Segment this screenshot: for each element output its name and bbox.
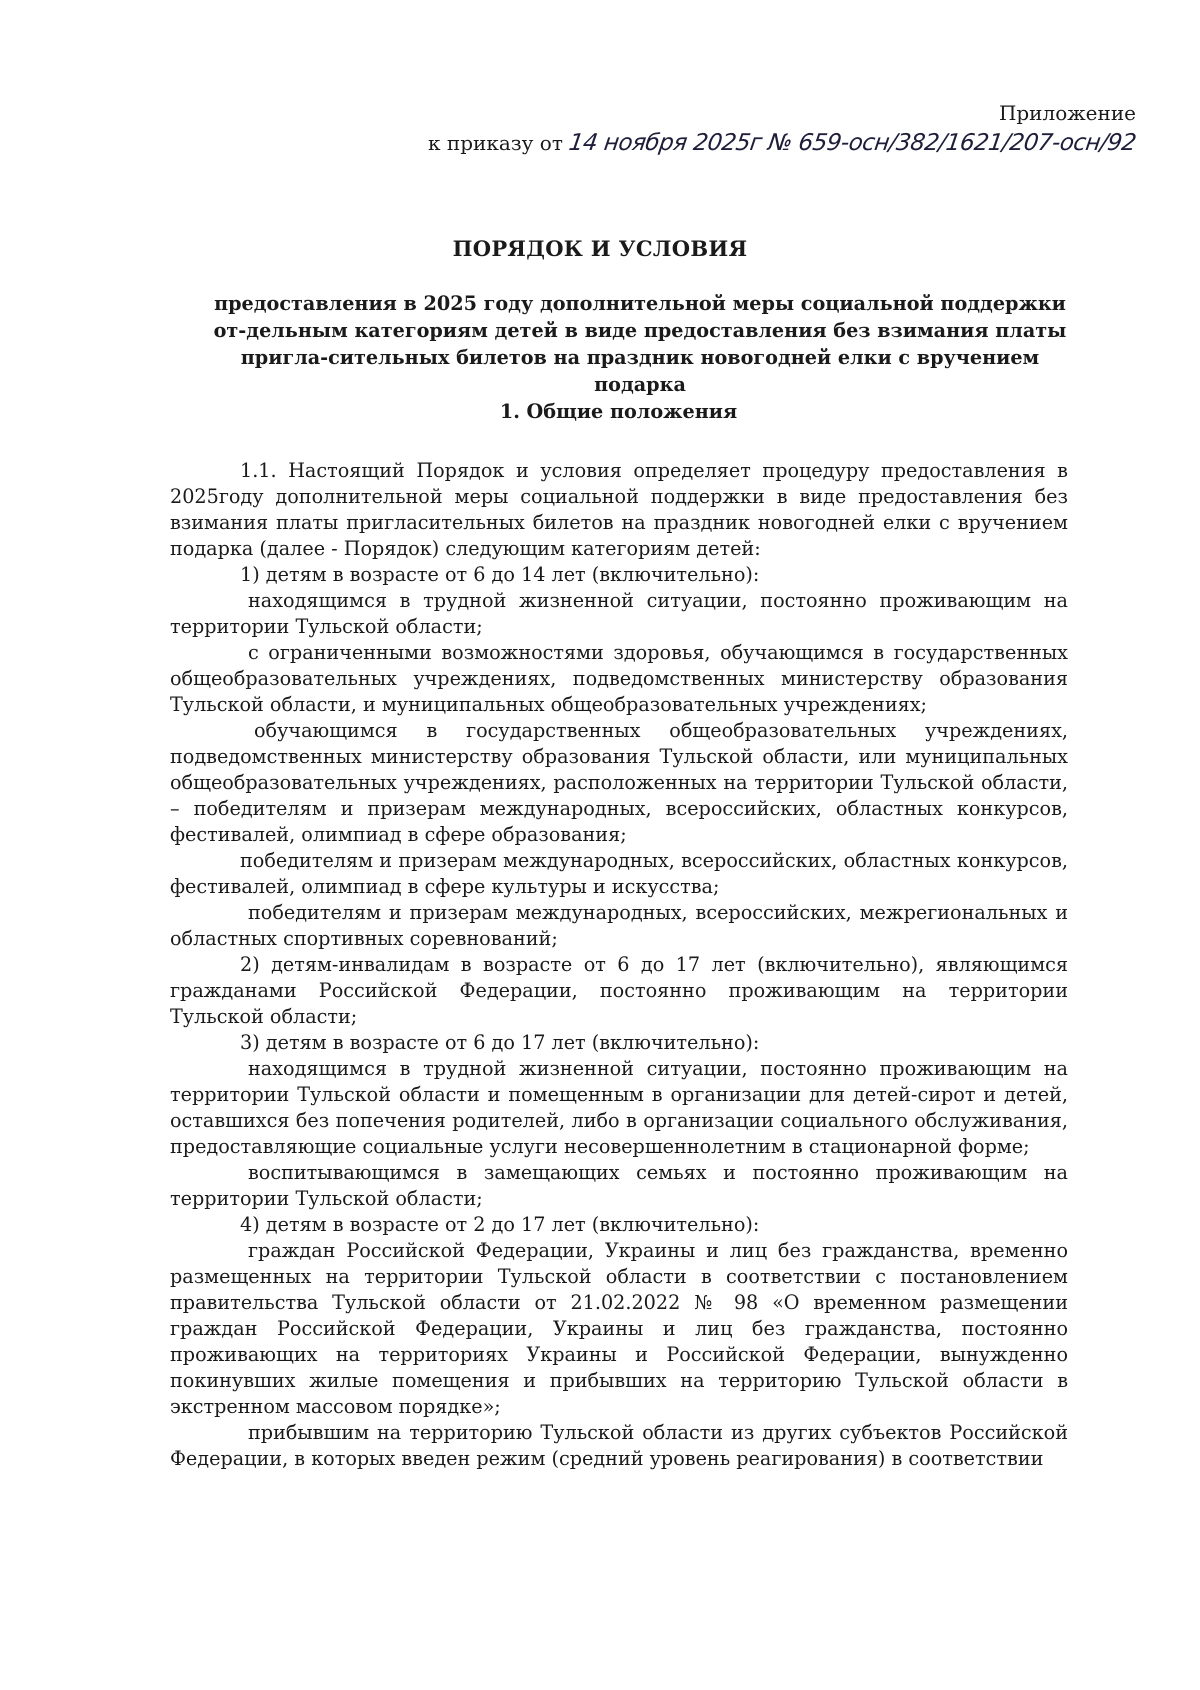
paragraph: 1.1. Настоящий Порядок и условия определяет процедуру предоставления в 2025году дополнительной меры социальной поддержки в виде предоставления без взимания платы пригласительных билетов на праздник новогодней елки с вручением подарка (далее - Порядок) следующим категориям детей:	[170, 459, 1068, 560]
paragraph: 1) детям в возрасте от 6 до 14 лет (включительно):	[240, 563, 760, 586]
document-title: ПОРЯДОК И УСЛОВИЯ	[452, 236, 748, 261]
paragraph: прибывшим на территорию Тульской области из других субъектов Российской Федерации, в которых введен режим (средний уровень реагирования) в соответствии	[170, 1421, 1068, 1470]
paragraph: 4) детям в возрасте от 2 до 17 лет (включительно):	[240, 1213, 760, 1236]
paragraph: победителям и призерам международных, всероссийских, межрегиональных и областных спортивных соревнований;	[170, 901, 1068, 950]
appendix-label: Приложение	[998, 101, 1136, 125]
handwritten-order-number: 14 ноября 2025г № 659-осн/382/1621/207-осн/92	[567, 130, 1138, 156]
paragraph: с ограниченными возможностями здоровья, обучающимся в государственных общеобразовательных учреждениях, подведомственных министерству образования Тульской области, и муниципальных общеобразовательных учреждениях;	[170, 641, 1068, 716]
paragraph: обучающимся в государственных общеобразовательных учреждениях, подведомственных министерству образования Тульской области, или муниципальных общеобразовательных учреждениях, расположенных на территории Тульской области, – победителям и призерам международных, всероссийских, областных конкурсов, фестивалей, олимпиад в сфере образования;	[170, 719, 1068, 846]
document-body	[170, 458, 1068, 1472]
paragraph: воспитывающимся в замещающих семьях и постоянно проживающим на территории Тульской области;	[170, 1161, 1068, 1210]
paragraph: 3) детям в возрасте от 6 до 17 лет (включительно):	[240, 1031, 760, 1054]
paragraph: 2) детям-инвалидам в возрасте от 6 до 17 лет (включительно), являющимся гражданами Российской Федерации, постоянно проживающим на территории Тульской области;	[170, 953, 1068, 1028]
section-heading: 1. Общие положения	[499, 400, 738, 423]
paragraph: находящимся в трудной жизненной ситуации, постоянно проживающим на территории Тульской области;	[170, 589, 1068, 638]
appendix-header	[428, 100, 1136, 158]
paragraph: находящимся в трудной жизненной ситуации, постоянно проживающим на территории Тульской области и помещенным в организации для детей-сирот и детей, оставшихся без попечения родителей, либо в организации социального обслуживания, предоставляющие социальные услуги несовершеннолетним в стационарной форме;	[170, 1057, 1068, 1158]
paragraph: граждан Российской Федерации, Украины и лиц без гражданства, временно размещенных на территории Тульской области в соответствии с постановлением правительства Тульской области от 21.02.2022 № 98 «О временном размещении граждан Российской Федерации, Украины и лиц без гражданства, постоянно проживающих на территориях Украины и Российской Федерации, вынужденно покинувших жилые помещения и прибывших на территорию Тульской области в экстренном массовом порядке»;	[170, 1239, 1068, 1418]
document-subtitle: предоставления в 2025 году дополнительной меры социальной поддержки от-дельным категориям детей в виде предоставления без взимания платы приглa-сительных билетов на праздник новогодней елки с вручением подарка	[213, 292, 1067, 396]
paragraph: победителям и призерам международных, всероссийских, областных конкурсов, фестивалей, олимпиад в сфере культуры и искусства;	[170, 849, 1068, 898]
order-prefix: к приказу от	[428, 131, 563, 155]
order-reference	[428, 128, 1136, 158]
